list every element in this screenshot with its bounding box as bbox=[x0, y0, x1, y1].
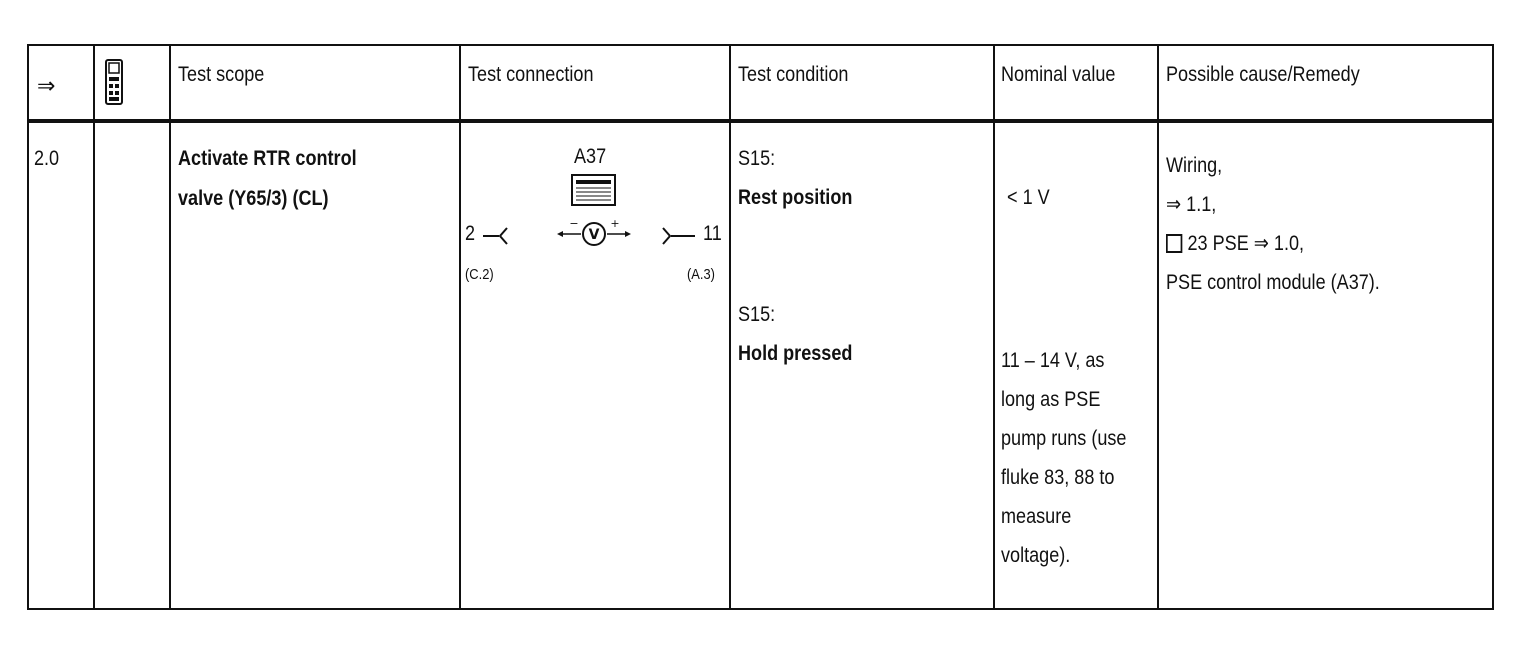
column-divider bbox=[93, 46, 95, 608]
condition-state: Hold pressed bbox=[738, 342, 853, 365]
nominal-line: fluke 83, 88 to bbox=[1001, 466, 1115, 489]
column-divider bbox=[729, 46, 731, 608]
nominal-line: pump runs (use bbox=[1001, 427, 1127, 450]
step-number: 2.0 bbox=[34, 147, 60, 170]
svg-text:−: − bbox=[569, 218, 579, 230]
document-box-icon bbox=[1166, 234, 1182, 253]
left-connector-icon bbox=[481, 224, 513, 248]
left-pin-number: 2 bbox=[465, 222, 476, 245]
svg-text:+: + bbox=[610, 218, 620, 230]
nominal-line: voltage). bbox=[1001, 544, 1071, 567]
header-test-scope: Test scope bbox=[178, 63, 265, 86]
nominal-line: long as PSE bbox=[1001, 388, 1101, 411]
header-nominal-value: Nominal value bbox=[1001, 63, 1116, 86]
arrow-icon: ⇒ bbox=[37, 74, 56, 99]
condition-switch: S15: bbox=[738, 147, 776, 170]
cause-line: Wiring, bbox=[1166, 154, 1223, 177]
test-connection-diagram bbox=[461, 142, 729, 302]
test-scope-line: Activate RTR control bbox=[178, 147, 357, 170]
test-scope-line: valve (Y65/3) (CL) bbox=[178, 187, 329, 210]
possible-cause-text bbox=[1166, 146, 1380, 302]
header-test-condition: Test condition bbox=[738, 63, 849, 86]
column-divider bbox=[169, 46, 171, 608]
right-connector-icon bbox=[659, 224, 699, 248]
control-module-icon bbox=[571, 174, 616, 206]
right-pin-reference: (A.3) bbox=[687, 266, 715, 283]
cause-line-reference: ⇒ 1.1, bbox=[1166, 193, 1217, 216]
column-divider bbox=[459, 46, 461, 608]
tester-device-icon bbox=[105, 59, 123, 105]
test-table bbox=[27, 44, 1494, 610]
module-label: A37 bbox=[574, 145, 607, 168]
nominal-value-pressed bbox=[1001, 341, 1126, 575]
header-test-connection: Test connection bbox=[468, 63, 594, 86]
left-pin-reference: (C.2) bbox=[465, 266, 494, 283]
header-possible-cause: Possible cause/Remedy bbox=[1166, 63, 1360, 86]
cause-line-text: 23 PSE ⇒ 1.0, bbox=[1187, 232, 1305, 255]
condition-switch: S15: bbox=[738, 303, 776, 326]
cause-line-document-ref bbox=[1166, 224, 1380, 263]
voltmeter-icon bbox=[555, 218, 633, 250]
table-header bbox=[29, 46, 1492, 123]
nominal-value-rest: < 1 V bbox=[1007, 186, 1050, 209]
nominal-line: 11 – 14 V, as bbox=[1001, 349, 1105, 372]
column-divider bbox=[1157, 46, 1159, 608]
column-divider bbox=[993, 46, 995, 608]
right-pin-number: 11 bbox=[703, 222, 722, 245]
cause-line: PSE control module (A37). bbox=[1166, 271, 1380, 294]
condition-state: Rest position bbox=[738, 186, 853, 209]
meter-symbol: V bbox=[588, 227, 600, 243]
nominal-line: measure bbox=[1001, 505, 1072, 528]
test-scope-text bbox=[178, 146, 357, 212]
